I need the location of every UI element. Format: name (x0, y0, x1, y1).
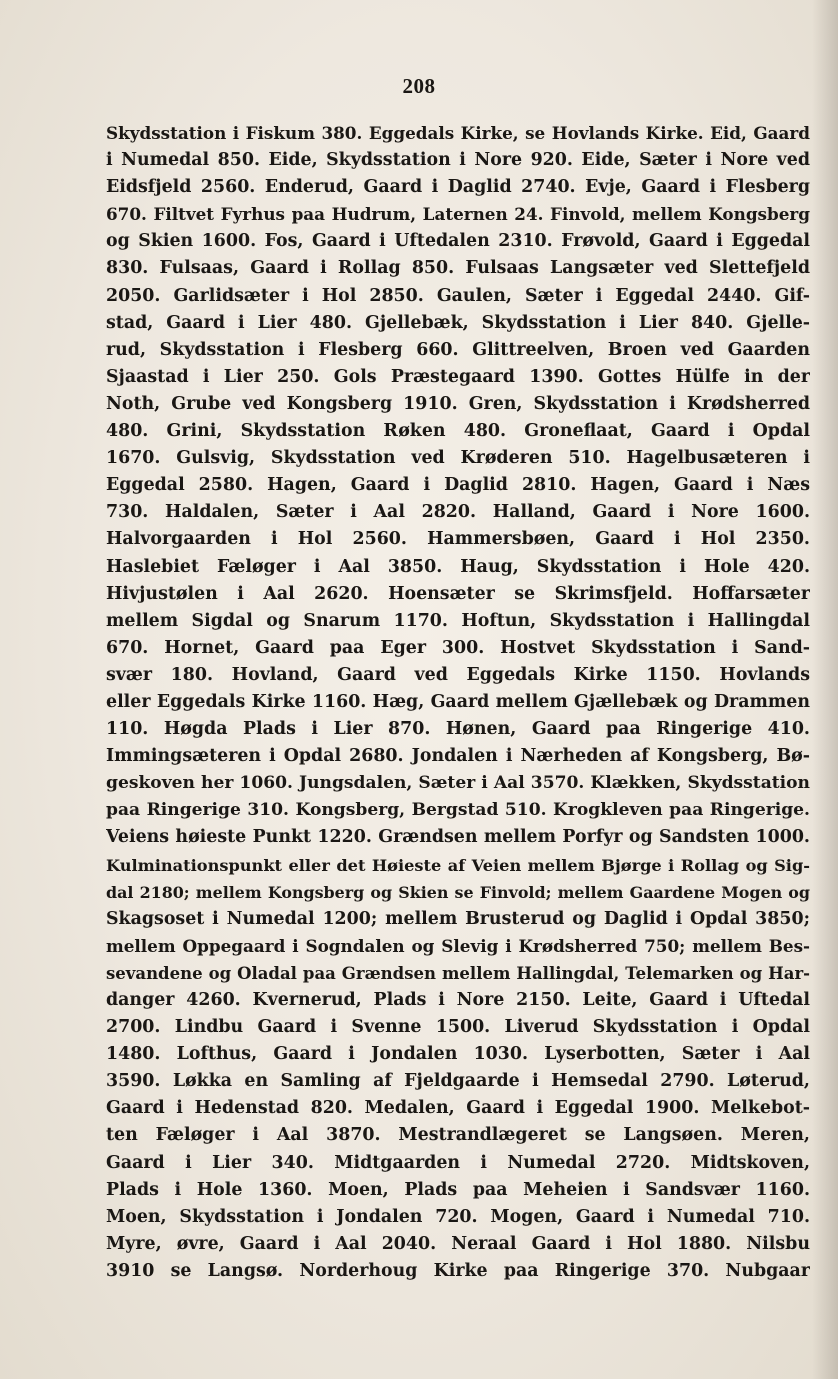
text-line: stad, Gaard i Lier 480. Gjellebæk, Skydsstation i Lier 840. Gjelle- (106, 312, 810, 333)
text-line: 830. Fulsaas, Gaard i Rollag 850. Fulsaas Langsæter ved Slettefjeld (106, 258, 810, 279)
text-line: og Skien 1600. Fos, Gaard i Uftedalen 2310. Frøvold, Gaard i Eggedal (106, 231, 810, 252)
text-line: 670. Hornet, Gaard paa Eger 300. Hostvet Skydsstation i Sand- (106, 637, 810, 658)
text-line: ten Fæløger i Aal 3870. Mestrandlægeret se Langsøen. Meren, (106, 1125, 810, 1146)
text-line: 3590. Løkka en Samling af Fjeldgaarde i Hemsedal 2790. Løterud, (106, 1071, 810, 1092)
text-line: Immingsæteren i Opdal 2680. Jondalen i Nærheden af Kongsberg, Bø- (106, 746, 810, 767)
text-line: 110. Høgda Plads i Lier 870. Hønen, Gaard paa Ringerige 410. (106, 719, 810, 740)
page-edge-shadow (812, 0, 838, 1379)
text-line: Eidsfjeld 2560. Enderud, Gaard i Daglid 2740. Evje, Gaard i Flesberg (106, 177, 810, 198)
text-line: Haslebiet Fæløger i Aal 3850. Haug, Skydsstation i Hole 420. (106, 556, 810, 577)
text-line: rud, Skydsstation i Flesberg 660. Glittreelven, Broen ved Gaarden (106, 339, 810, 360)
text-line: Moen, Skydsstation i Jondalen 720. Mogen, Gaard i Numedal 710. (106, 1206, 810, 1227)
text-line: eller Eggedals Kirke 1160. Hæg, Gaard mellem Gjællebæk og Drammen (106, 691, 810, 712)
text-line: Sjaastad i Lier 250. Gols Præstegaard 1390. Gottes Hülfe in der (106, 366, 810, 387)
text-line: Kulminationspunkt eller det Høieste af Veien mellem Bjørge i Rollag og Sig- (106, 855, 810, 875)
text-line: paa Ringerige 310. Kongsberg, Bergstad 510. Krogkleven paa Ringerige. (106, 800, 810, 821)
text-line: sevandene og Oladal paa Grændsen mellem Hallingdal, Telemarken og Har- (106, 963, 810, 983)
text-line: Hivjustølen i Aal 2620. Hoensæter se Skrimsfjeld. Hoffarsæter (106, 583, 810, 604)
text-line: geskoven her 1060. Jungsdalen, Sæter i Aal 3570. Klækken, Skydsstation (106, 773, 810, 794)
text-line: Myre, øvre, Gaard i Aal 2040. Neraal Gaard i Hol 1880. Nilsbu (106, 1233, 810, 1254)
text-line: Skydsstation i Fiskum 380. Eggedals Kirke, se Hovlands Kirke. Eid, Gaard (106, 123, 810, 143)
text-line: 670. Filtvet Fyrhus paa Hudrum, Laternen 24. Finvold, mellem Kongsberg (106, 204, 810, 225)
text-line: Veiens høieste Punkt 1220. Grændsen mellem Porfyr og Sandsten 1000. (106, 827, 810, 848)
text-line: dal 2180; mellem Kongsberg og Skien se Finvold; mellem Gaardene Mogen og (106, 882, 810, 902)
text-line: mellem Sigdal og Snarum 1170. Hoftun, Skydsstation i Hallingdal (106, 610, 810, 631)
text-line: 1670. Gulsvig, Skydsstation ved Krøderen 510. Hagelbusæteren i (106, 448, 810, 469)
text-line: mellem Oppegaard i Sogndalen og Slevig i Krødsherred 750; mellem Bes- (106, 935, 810, 956)
text-line: 2700. Lindbu Gaard i Svenne 1500. Liverud Skydsstation i Opdal (106, 1017, 810, 1038)
text-line: Plads i Hole 1360. Moen, Plads paa Meheien i Sandsvær 1160. (106, 1179, 810, 1200)
page-number: 208 (402, 74, 436, 98)
text-line: 730. Haldalen, Sæter i Aal 2820. Halland, Gaard i Nore 1600. (106, 502, 810, 523)
text-line: 2050. Garlidsæter i Hol 2850. Gaulen, Sæter i Eggedal 2440. Gif- (106, 285, 810, 306)
text-body (106, 120, 810, 1285)
text-line: Noth, Grube ved Kongsberg 1910. Gren, Skydsstation i Krødsherred (106, 393, 810, 414)
text-line: i Numedal 850. Eide, Skydsstation i Nore 920. Eide, Sæter i Nore ved (106, 150, 810, 171)
text-line: Eggedal 2580. Hagen, Gaard i Daglid 2810. Hagen, Gaard i Næs (106, 475, 810, 496)
text-line: 3910 se Langsø. Norderhoug Kirke paa Ringerige 370. Nubgaar (106, 1260, 810, 1281)
text-line: 1480. Lofthus, Gaard i Jondalen 1030. Lyserbotten, Sæter i Aal (106, 1044, 810, 1065)
text-line: Gaard i Hedenstad 820. Medalen, Gaard i Eggedal 1900. Melkebot- (106, 1098, 810, 1119)
text-line: Skagsoset i Numedal 1200; mellem Brusterud og Daglid i Opdal 3850; (106, 908, 810, 929)
text-line: danger 4260. Kvernerud, Plads i Nore 2150. Leite, Gaard i Uftedal (106, 990, 810, 1010)
text-line: svær 180. Hovland, Gaard ved Eggedals Kirke 1150. Hovlands (106, 664, 810, 685)
text-line: Halvorgaarden i Hol 2560. Hammersbøen, Gaard i Hol 2350. (106, 529, 810, 550)
text-line: 480. Grini, Skydsstation Røken 480. Groneflaat, Gaard i Opdal (106, 421, 810, 442)
text-line: Gaard i Lier 340. Midtgaarden i Numedal 2720. Midtskoven, (106, 1152, 810, 1173)
